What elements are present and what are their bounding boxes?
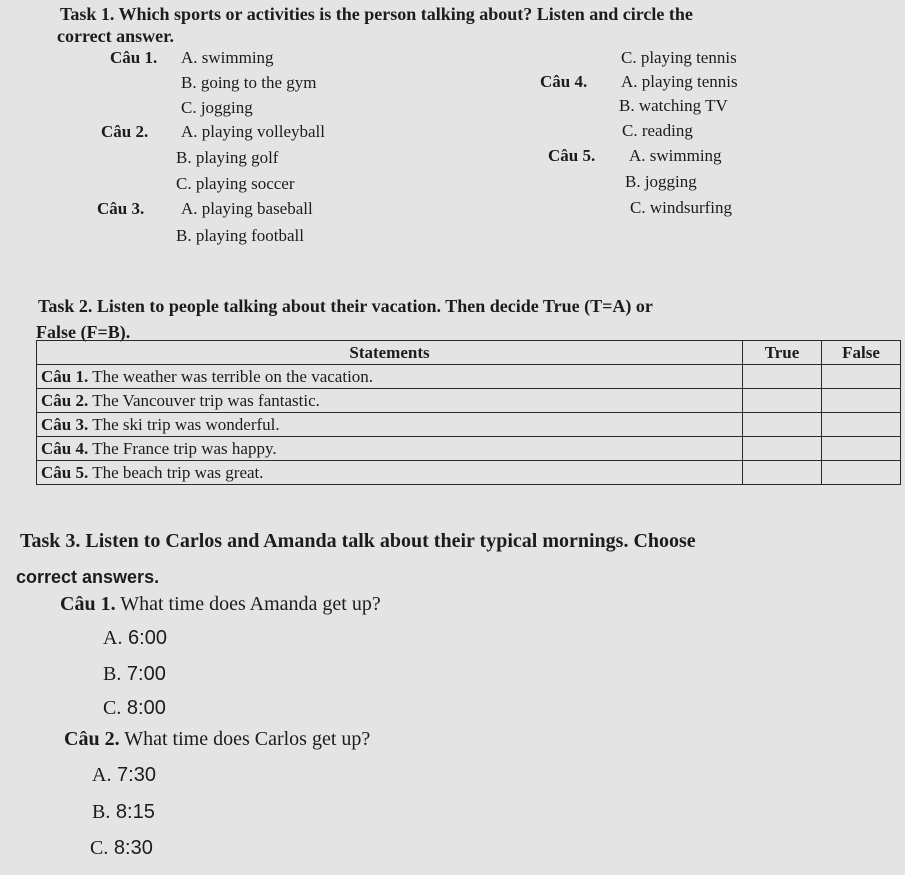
task3-q1 <box>60 593 381 616</box>
table-row <box>37 413 901 437</box>
task3-q2 <box>64 728 370 751</box>
option-value: 7:00 <box>126 663 166 685</box>
task3-q2-label: Câu 2. <box>64 728 120 750</box>
statement-cell <box>37 365 743 389</box>
false-cell[interactable] <box>822 437 901 461</box>
task1-q1-label: Câu 1. <box>110 48 158 67</box>
option-letter: C. <box>103 697 122 719</box>
true-cell[interactable] <box>743 437 822 461</box>
statement-label: Câu 4. <box>41 438 89 458</box>
task1-q5-option-c[interactable]: C. windsurfing <box>630 198 732 217</box>
option-value: 6:00 <box>128 627 167 649</box>
column-header-true: True <box>743 341 822 365</box>
task3-q1-option-c[interactable] <box>103 697 166 720</box>
statement-text: The Vancouver trip was fantastic. <box>92 390 320 410</box>
option-letter: C. <box>90 837 109 859</box>
statement-label: Câu 3. <box>41 414 89 434</box>
task1-q4-option-a[interactable]: A. playing tennis <box>621 72 738 91</box>
statement-cell <box>37 437 743 461</box>
task3-q2-text: What time does Carlos get up? <box>124 728 371 750</box>
table-row <box>37 437 901 461</box>
task3-q2-option-b[interactable] <box>92 801 155 824</box>
false-cell[interactable] <box>822 413 901 437</box>
task1-q3-option-c[interactable]: C. playing tennis <box>621 48 737 67</box>
option-value: 7:30 <box>117 764 156 786</box>
task1-q4-option-c[interactable]: C. reading <box>622 121 693 140</box>
task3-heading-line1: Task 3. Listen to Carlos and Amanda talk about their typical mornings. Choose <box>20 530 696 552</box>
statement-text: The beach trip was great. <box>92 462 264 482</box>
true-cell[interactable] <box>743 365 822 389</box>
task1-q5-label: Câu 5. <box>548 146 596 165</box>
false-cell[interactable] <box>822 389 901 413</box>
task1-q2-option-a[interactable]: A. playing volleyball <box>181 122 326 141</box>
option-value: 8:30 <box>113 837 153 859</box>
task1-q2-option-b[interactable]: B. playing golf <box>176 148 279 167</box>
option-letter: A. <box>103 627 123 649</box>
option-letter: A. <box>92 764 112 786</box>
task3-q1-text: What time does Amanda get up? <box>120 593 381 615</box>
option-value: 8:00 <box>126 697 166 719</box>
task2-heading-line1: Task 2. Listen to people talking about their vacation. Then decide True (T=A) or <box>38 296 653 316</box>
statement-cell <box>37 413 743 437</box>
statement-text: The ski trip was wonderful. <box>92 414 280 434</box>
true-cell[interactable] <box>743 413 822 437</box>
statement-cell <box>37 389 743 413</box>
task3-q1-option-b[interactable] <box>103 663 166 686</box>
task1-q2-label: Câu 2. <box>101 122 149 141</box>
task1-q4-label: Câu 4. <box>540 72 588 91</box>
option-value: 8:15 <box>115 801 155 823</box>
column-header-statements: Statements <box>37 341 743 365</box>
task3-q1-option-a[interactable] <box>103 627 167 650</box>
statement-label: Câu 5. <box>41 462 89 482</box>
statement-text: The weather was terrible on the vacation. <box>92 366 374 386</box>
statement-label: Câu 2. <box>41 390 89 410</box>
task1-q3-option-a[interactable]: A. playing baseball <box>181 199 313 218</box>
task1-q4-option-b[interactable]: B. watching TV <box>619 96 728 115</box>
false-cell[interactable] <box>822 461 901 485</box>
table-row <box>37 461 901 485</box>
task2-heading-line2: False (F=B). <box>36 322 131 342</box>
column-header-false: False <box>822 341 901 365</box>
option-letter: B. <box>103 663 122 685</box>
option-letter: B. <box>92 801 111 823</box>
task1-q3-option-b[interactable]: B. playing football <box>176 226 304 245</box>
table-header-row <box>37 341 901 365</box>
task3-q1-label: Câu 1. <box>60 593 116 615</box>
task3-q2-option-c[interactable] <box>90 837 153 860</box>
true-cell[interactable] <box>743 461 822 485</box>
task1-heading-line1: Task 1. Which sports or activities is the person talking about? Listen and circle the <box>60 4 693 24</box>
task3-q2-option-a[interactable] <box>92 764 156 787</box>
task1-q1-option-a[interactable]: A. swimming <box>181 48 274 67</box>
task1-heading-line2: correct answer. <box>57 26 174 46</box>
task3-heading-line2: correct answers. <box>16 567 160 587</box>
task1-q1-option-b[interactable]: B. going to the gym <box>181 73 317 92</box>
task1-q5-option-b[interactable]: B. jogging <box>625 172 697 191</box>
task1-q5-option-a[interactable]: A. swimming <box>629 146 722 165</box>
statement-label: Câu 1. <box>41 366 89 386</box>
false-cell[interactable] <box>822 365 901 389</box>
table-row <box>37 365 901 389</box>
statement-cell <box>37 461 743 485</box>
task1-q2-option-c[interactable]: C. playing soccer <box>176 174 295 193</box>
table-row <box>37 389 901 413</box>
task1-q3-label: Câu 3. <box>97 199 145 218</box>
task1-q1-option-c[interactable]: C. jogging <box>181 98 253 117</box>
true-cell[interactable] <box>743 389 822 413</box>
statement-text: The France trip was happy. <box>92 438 277 458</box>
statements-table <box>36 340 901 485</box>
